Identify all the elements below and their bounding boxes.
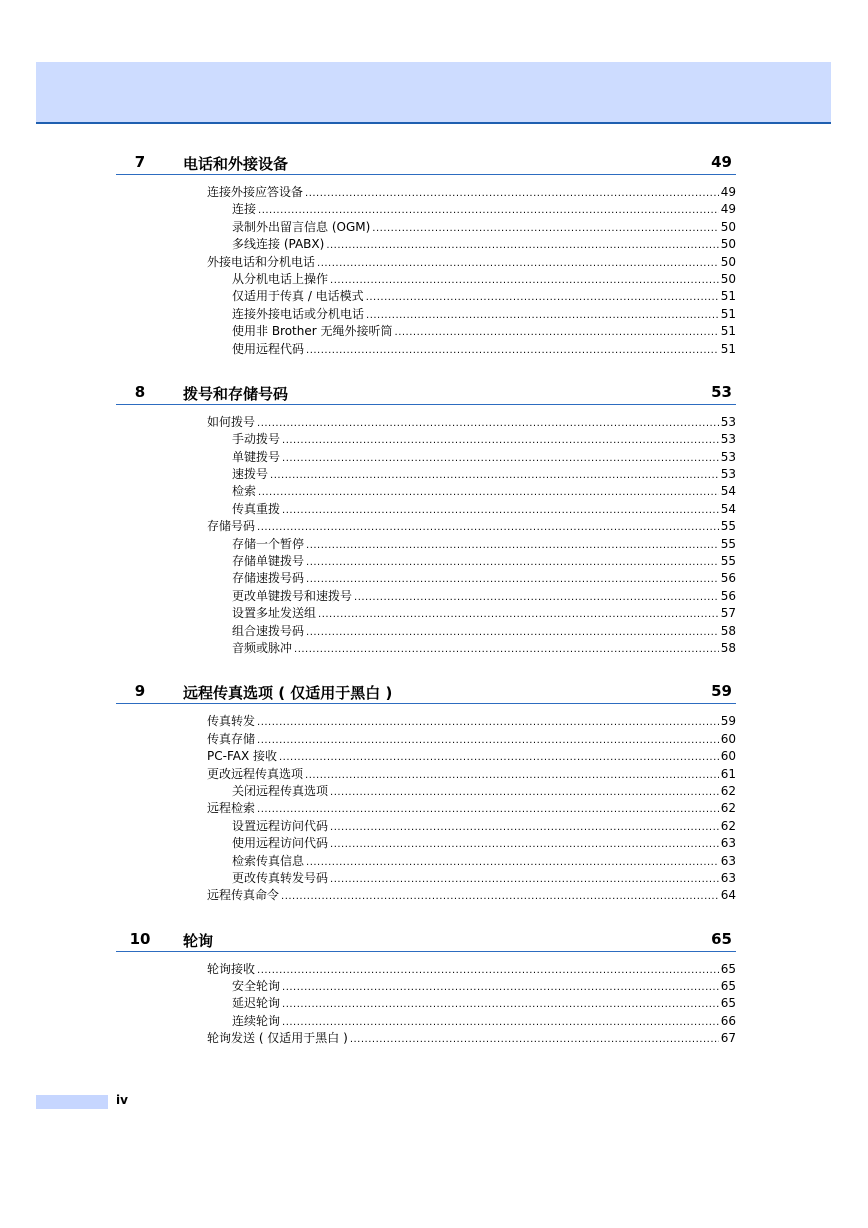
- entry-page-number: 54: [720, 484, 736, 499]
- entry-title: 远程检索: [207, 801, 256, 816]
- toc-subsection-entry[interactable]: [232, 483, 736, 500]
- entry-title: 单键拨号: [232, 449, 281, 464]
- entry-title: 存储速拨号码: [232, 571, 305, 586]
- entry-title: 设置多址发送组: [232, 606, 317, 621]
- dot-leader: [372, 220, 718, 237]
- toc-chapter: [116, 679, 736, 904]
- entry-title: 传真存储: [207, 731, 256, 746]
- entry-page-number: 63: [720, 836, 736, 851]
- entry-page-number: 64: [720, 888, 736, 903]
- entry-title: 安全轮询: [232, 979, 281, 994]
- toc-subsection-entry[interactable]: [232, 536, 736, 553]
- dot-leader: [270, 467, 719, 484]
- chapter-page-number: 53: [711, 382, 732, 401]
- entry-title: 多线连接 (PABX): [232, 237, 325, 252]
- entry-title: 使用非 Brother 无绳外接听筒: [232, 324, 393, 339]
- dot-leader: [282, 979, 719, 996]
- entry-page-number: 51: [720, 341, 736, 356]
- entry-title: 手动拨号: [232, 432, 281, 447]
- toc-subsection-entry[interactable]: [232, 853, 736, 870]
- entry-page-number: 49: [720, 202, 736, 217]
- entry-title: 检索传真信息: [232, 853, 305, 868]
- entry-page-number: 50: [720, 254, 736, 269]
- entry-title: 延迟轮询: [232, 996, 281, 1011]
- toc-subsection-entry[interactable]: [232, 818, 736, 835]
- dot-leader: [258, 484, 719, 501]
- entry-page-number: 50: [720, 271, 736, 286]
- entry-page-number: 62: [720, 783, 736, 798]
- toc-chapter: [116, 927, 736, 1048]
- toc-subsection-entry[interactable]: [232, 288, 736, 305]
- dot-leader: [257, 519, 719, 536]
- entry-page-number: 62: [720, 801, 736, 816]
- toc-subsection-entry[interactable]: [232, 501, 736, 518]
- entry-title: 连接外接电话或分机电话: [232, 306, 365, 321]
- entry-title: 轮询接收: [207, 961, 256, 976]
- dot-leader: [306, 854, 719, 871]
- dot-leader: [257, 801, 719, 818]
- toc-subsection-entry[interactable]: [232, 219, 736, 236]
- chapter-heading[interactable]: [116, 150, 736, 175]
- toc-subsection-entry[interactable]: [232, 978, 736, 995]
- entry-page-number: 56: [720, 571, 736, 586]
- dot-leader: [330, 836, 719, 853]
- entry-page-number: 63: [720, 853, 736, 868]
- chapter-heading[interactable]: [116, 927, 736, 952]
- entry-title: 连接外接应答设备: [207, 185, 304, 199]
- dot-leader: [330, 871, 719, 888]
- dot-leader: [305, 767, 719, 784]
- entry-page-number: 59: [720, 714, 736, 729]
- entry-title: 连接: [232, 202, 257, 217]
- toc-subsection-entry[interactable]: [232, 323, 736, 340]
- entry-page-number: 55: [720, 536, 736, 551]
- toc-subsection-entry[interactable]: [232, 431, 736, 448]
- toc-subsection-entry[interactable]: [232, 623, 736, 640]
- entry-title: 传真重拨: [232, 501, 281, 516]
- dot-leader: [395, 324, 719, 341]
- entry-title: 音频或脉冲: [232, 640, 293, 655]
- dot-leader: [330, 819, 719, 836]
- entry-title: 存储一个暂停: [232, 536, 305, 551]
- dot-leader: [317, 255, 719, 272]
- toc-section-entry[interactable]: [207, 414, 736, 431]
- toc-section-entry[interactable]: [207, 766, 736, 783]
- entry-page-number: 57: [720, 606, 736, 621]
- toc-subsection-entry[interactable]: [232, 783, 736, 800]
- entry-page-number: 60: [720, 731, 736, 746]
- toc-subsection-entry[interactable]: [232, 201, 736, 218]
- toc-subsection-entry[interactable]: [232, 466, 736, 483]
- entry-page-number: 58: [720, 623, 736, 638]
- dot-leader: [281, 888, 719, 905]
- entry-page-number: 63: [720, 870, 736, 885]
- toc-subsection-entry[interactable]: [232, 553, 736, 570]
- entry-title: 使用远程代码: [232, 341, 305, 356]
- dot-leader: [282, 450, 719, 467]
- dot-leader: [282, 1014, 719, 1031]
- toc-subsection-entry[interactable]: [232, 271, 736, 288]
- toc-subsection-entry[interactable]: [232, 1013, 736, 1030]
- table-of-contents: [116, 150, 736, 1070]
- chapter-page-number: 65: [711, 929, 732, 948]
- toc-subsection-entry[interactable]: [232, 306, 736, 323]
- entry-title: 关闭远程传真选项: [232, 783, 329, 798]
- toc-section-entry[interactable]: [207, 1030, 736, 1047]
- toc-subsection-entry[interactable]: [232, 236, 736, 253]
- entry-title: 录制外出留言信息 (OGM): [232, 219, 371, 234]
- dot-leader: [279, 749, 719, 766]
- dot-leader: [306, 537, 719, 554]
- dot-leader: [306, 342, 719, 359]
- entry-title: 设置远程访问代码: [232, 818, 329, 833]
- entry-title: 轮询发送 ( 仅适用于黑白 ): [207, 1031, 348, 1046]
- entry-page-number: 50: [720, 237, 736, 252]
- entry-page-number: 54: [720, 501, 736, 516]
- dot-leader: [257, 732, 719, 749]
- entry-page-number: 65: [720, 996, 736, 1011]
- entry-title: 更改单键拨号和速拨号: [232, 588, 353, 603]
- dot-leader: [330, 272, 719, 289]
- dot-leader: [257, 415, 719, 432]
- entry-title: 存储号码: [207, 519, 256, 534]
- dot-leader: [258, 202, 719, 219]
- toc-subsection-entry[interactable]: [232, 995, 736, 1012]
- chapter-heading[interactable]: [116, 679, 736, 704]
- dot-leader: [354, 589, 719, 606]
- dot-leader: [366, 289, 719, 306]
- dot-leader: [306, 554, 719, 571]
- toc-subsection-entry[interactable]: [232, 449, 736, 466]
- entry-page-number: 51: [720, 324, 736, 339]
- toc-subsection-entry[interactable]: [232, 341, 736, 358]
- entry-page-number: 53: [720, 449, 736, 464]
- entry-page-number: 49: [720, 185, 736, 199]
- toc-section-entry[interactable]: [207, 800, 736, 817]
- chapter-title: 拨号和存储号码: [183, 384, 289, 403]
- entry-page-number: 60: [720, 749, 736, 764]
- entry-page-number: 51: [720, 306, 736, 321]
- toc-section-entry[interactable]: [207, 713, 736, 730]
- toc-subsection-entry[interactable]: [232, 640, 736, 657]
- toc-section-entry[interactable]: [207, 518, 736, 535]
- page-number: iv: [116, 1093, 128, 1107]
- entry-page-number: 56: [720, 588, 736, 603]
- entry-page-number: 53: [720, 414, 736, 429]
- chapter-page-number: 49: [711, 153, 732, 171]
- entry-title: 存储单键拨号: [232, 554, 305, 569]
- dot-leader: [326, 237, 718, 254]
- dot-leader: [350, 1031, 719, 1048]
- entry-page-number: 55: [720, 554, 736, 569]
- dot-leader: [282, 502, 719, 519]
- chapter-page-number: 59: [711, 682, 732, 701]
- entry-page-number: 53: [720, 432, 736, 447]
- dot-leader: [306, 571, 719, 588]
- entry-title: 传真转发: [207, 714, 256, 729]
- toc-section-entry[interactable]: [207, 748, 736, 765]
- toc-chapter: [116, 380, 736, 657]
- entry-page-number: 66: [720, 1013, 736, 1028]
- toc-section-entry[interactable]: [207, 887, 736, 904]
- entry-title: 远程传真命令: [207, 888, 280, 903]
- entry-title: 如何拨号: [207, 414, 256, 429]
- dot-leader: [330, 784, 719, 801]
- chapter-number: 9: [134, 682, 146, 701]
- header-band: [36, 62, 831, 124]
- dot-leader: [318, 606, 719, 623]
- toc-subsection-entry[interactable]: [232, 870, 736, 887]
- footer-band: [36, 1095, 108, 1109]
- chapter-number: 10: [129, 929, 151, 948]
- toc-subsection-entry[interactable]: [232, 588, 736, 605]
- dot-leader: [282, 996, 719, 1013]
- entry-page-number: 62: [720, 818, 736, 833]
- entry-title: 从分机电话上操作: [232, 271, 329, 286]
- entry-page-number: 65: [720, 961, 736, 976]
- entry-page-number: 51: [720, 289, 736, 304]
- entry-page-number: 61: [720, 766, 736, 781]
- chapter-title: 电话和外接设备: [183, 155, 289, 173]
- entry-page-number: 53: [720, 467, 736, 482]
- entry-title: 组合速拨号码: [232, 623, 305, 638]
- entry-page-number: 58: [720, 640, 736, 655]
- entry-title: 更改远程传真选项: [207, 766, 304, 781]
- toc-subsection-entry[interactable]: [232, 835, 736, 852]
- dot-leader: [257, 962, 719, 979]
- entry-page-number: 50: [720, 219, 736, 234]
- chapter-number: 7: [134, 153, 146, 171]
- dot-leader: [257, 714, 719, 731]
- entry-page-number: 55: [720, 519, 736, 534]
- entry-title: 仅适用于传真 / 电话模式: [232, 289, 364, 304]
- chapter-title: 远程传真选项 ( 仅适用于黑白 ): [183, 684, 393, 703]
- dot-leader: [366, 307, 719, 324]
- chapter-number: 8: [134, 382, 146, 401]
- toc-subsection-entry[interactable]: [232, 570, 736, 587]
- entry-title: PC-FAX 接收: [207, 749, 277, 764]
- entry-title: 连续轮询: [232, 1013, 281, 1028]
- toc-section-entry[interactable]: [207, 961, 736, 978]
- dot-leader: [294, 641, 719, 658]
- entry-page-number: 67: [720, 1031, 736, 1046]
- entry-title: 使用远程访问代码: [232, 836, 329, 851]
- entry-title: 外接电话和分机电话: [207, 254, 316, 269]
- toc-chapter: [116, 150, 736, 358]
- toc-section-entry[interactable]: [207, 731, 736, 748]
- entry-page-number: 65: [720, 979, 736, 994]
- entry-title: 检索: [232, 484, 257, 499]
- toc-section-entry[interactable]: [207, 184, 736, 201]
- toc-section-entry[interactable]: [207, 254, 736, 271]
- chapter-title: 轮询: [183, 931, 214, 950]
- dot-leader: [282, 432, 719, 449]
- toc-subsection-entry[interactable]: [232, 605, 736, 622]
- dot-leader: [306, 624, 719, 641]
- entry-title: 更改传真转发号码: [232, 870, 329, 885]
- chapter-heading[interactable]: [116, 380, 736, 405]
- entry-title: 速拨号: [232, 467, 269, 482]
- dot-leader: [305, 185, 719, 202]
